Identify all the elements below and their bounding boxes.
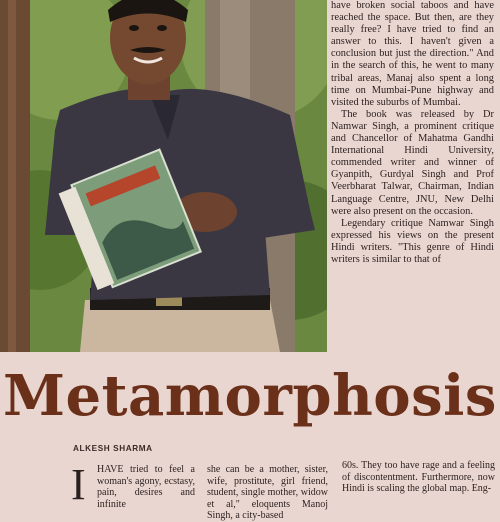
article-paragraph: Legendary critique Namwar Singh expressed his views on the present Hindi writers. "This genre of Hindi writers is similar to that of [331,217,494,265]
article-right-column [331,0,494,352]
author-photo-illustration [0,0,327,352]
article-paragraph: The book was released by Dr Namwar Singh, a prominent critique and Chancellor of Mahatma Gandhi International Hindi University, commended writer and winner of Gyanpith, Gurdyal Singh and Prof Veerbharat Talwar, Chairman, Indian Language Centre, JNU, New Delhi were also present on the occasion. [331,108,494,217]
author-byline: ALKESH SHARMA [73,444,153,453]
drop-cap: I [71,460,86,509]
article-paragraph: have broken social taboos and have reached the space. But then, are they really free? I have tried to find an answer to this. I haven't given a conclusion but just the direction." And in the search of this, he went to many tribal areas, Manaj also spent a long time on Mumbai-Pune highway and visited the suburbs of Mumbai. [331,0,494,108]
article-column-3: 60s. They too have rage and a feeling of discontentment. Furthermore, now Hindi is scaling the global map. Eng- [342,460,495,495]
article-headline: Metamorphosis [3,363,497,429]
article-column-1: HAVE tried to feel a woman's agony, ecstasy, pain, desires and infinite [97,464,195,510]
article-column-2: she can be a mother, sister, wife, prostitute, girl friend, student, single mother, widow et al," eloquents Manoj Singh, a city-based [207,464,328,522]
author-photo [0,0,327,352]
